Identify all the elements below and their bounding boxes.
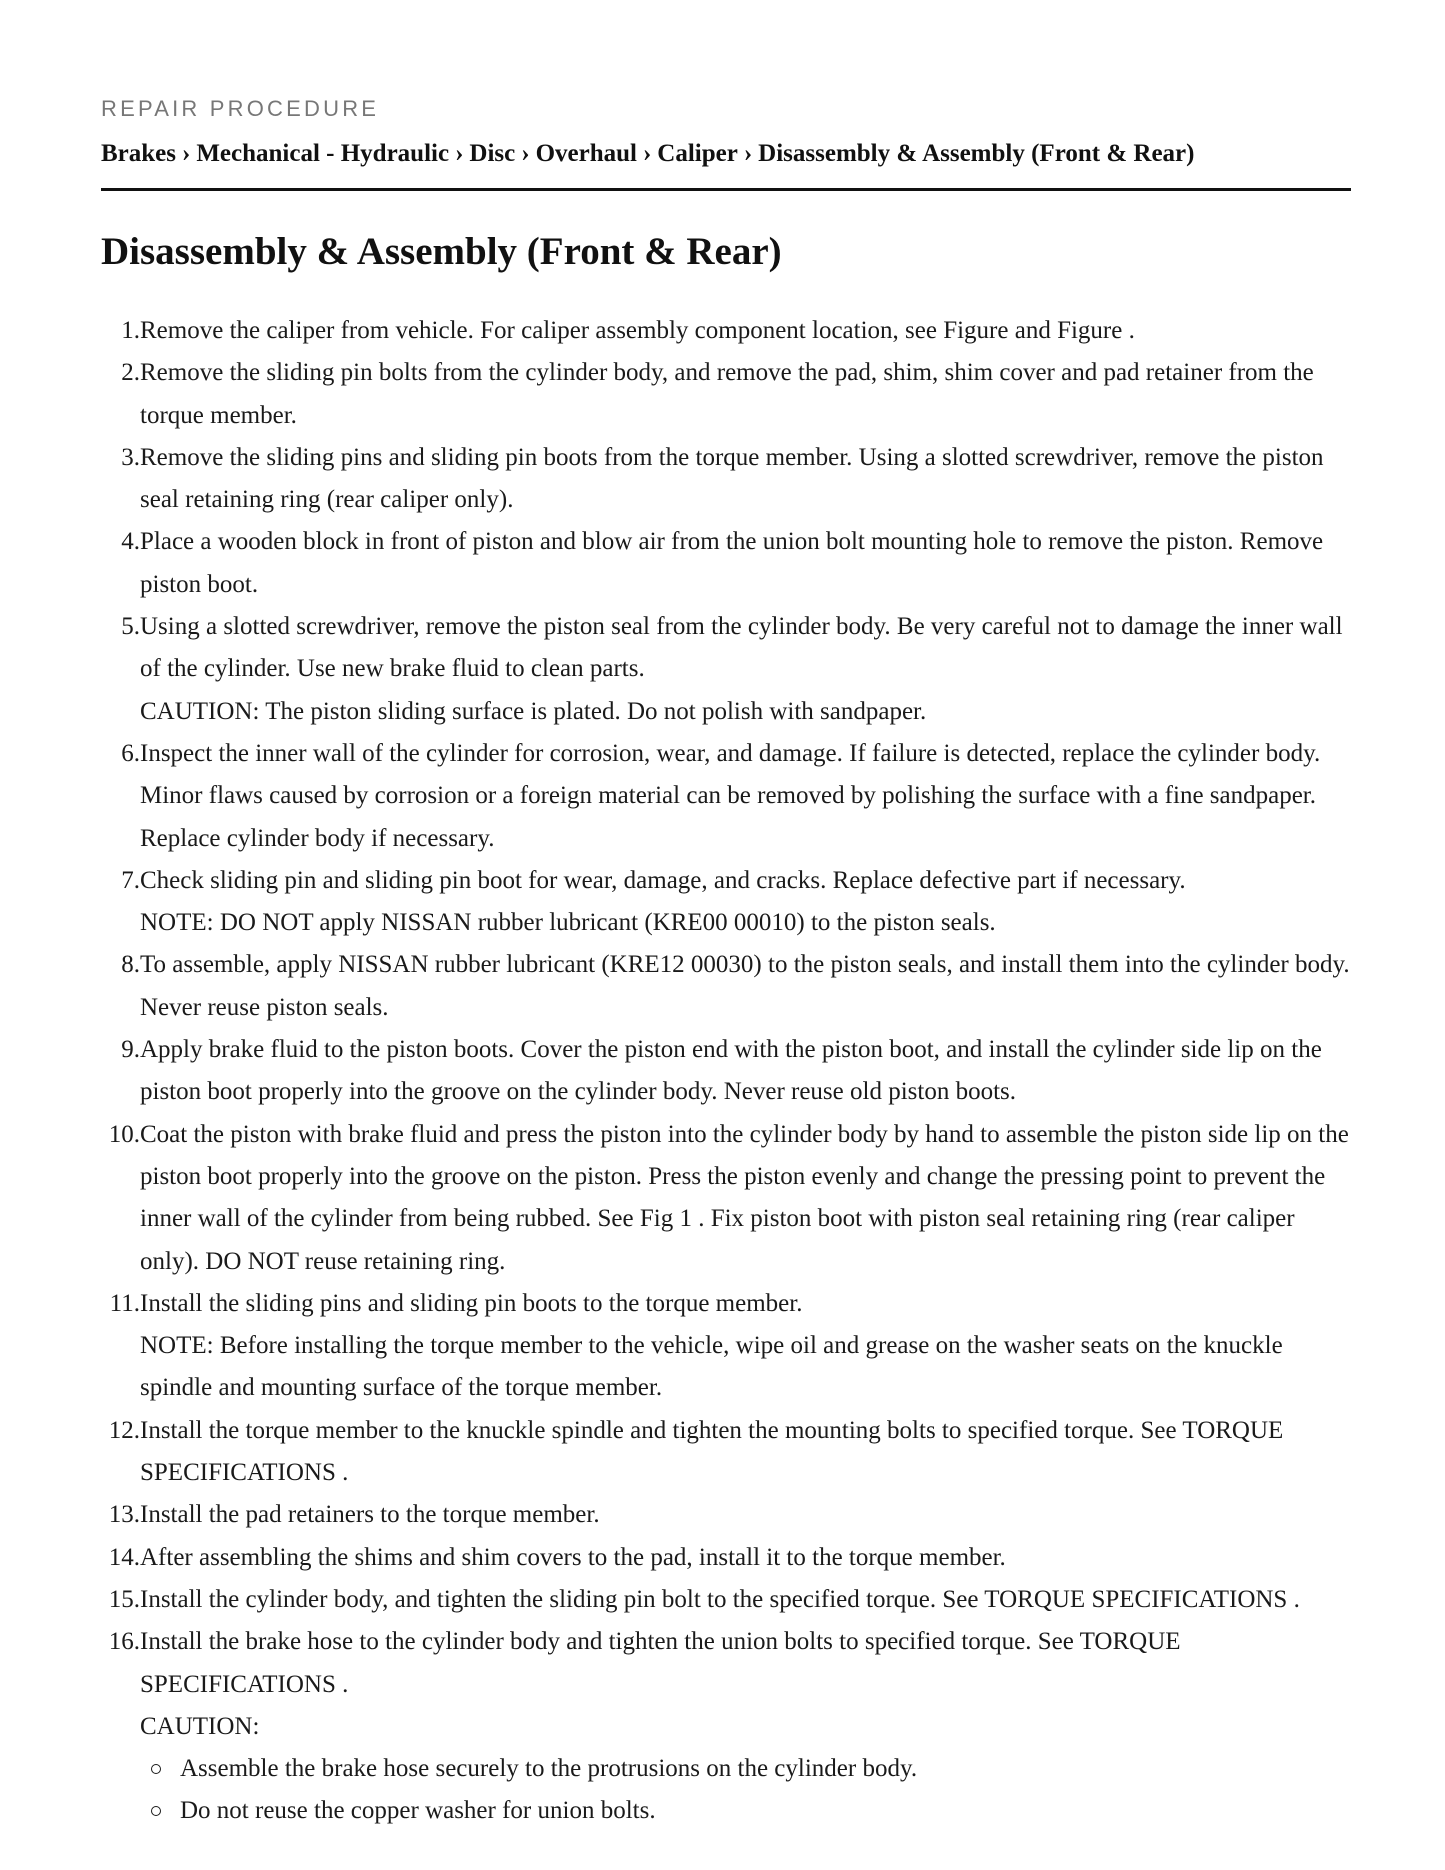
breadcrumb-separator: › [642, 140, 652, 167]
breadcrumb-item-current: Disassembly & Assembly (Front & Rear) [758, 140, 1195, 167]
breadcrumb-separator: › [182, 140, 191, 167]
step-caution: CAUTION: [140, 1712, 260, 1740]
step-item [121, 437, 1355, 522]
step-item [108, 1410, 1355, 1495]
procedure-steps [108, 310, 1355, 1833]
step-text: Remove the sliding pin bolts from the cylinder body, and remove the pad, shim, shim cover and pad retainer from the torque member. [140, 359, 1314, 429]
step-text: Using a slotted screwdriver, remove the piston seal from the cylinder body. Be very careful not to damage the inner wall of the cylinder. Use new brake fluid to clean parts. [140, 613, 1343, 683]
step-item [108, 1494, 1355, 1536]
step-item [121, 521, 1355, 606]
step-text: Coat the piston with brake fluid and press the piston into the cylinder body by hand to assemble the piston side lip on the piston boot properly into the groove on the piston. Press the piston evenly and change the pressing point to prevent the inner wall of the cylinder from being rubbed. See Fig 1 . Fix piston boot with piston seal retaining ring (rear caliper only). DO NOT reuse retaining ring. [140, 1120, 1349, 1275]
step-number: 14. [108, 1543, 140, 1571]
breadcrumb-separator: › [743, 140, 753, 167]
step-number: 2. [121, 359, 140, 387]
step-text: Check sliding pin and sliding pin boot for wear, damage, and cracks. Replace defective part if necessary. [140, 866, 1186, 894]
step-number: 3. [121, 443, 140, 471]
step-number: 5. [121, 613, 140, 641]
step-item [108, 1114, 1355, 1283]
step-number: 6. [121, 739, 140, 767]
page-title: Disassembly & Assembly (Front & Rear) [101, 230, 782, 273]
step-item [121, 606, 1355, 733]
step-number: 15. [108, 1585, 140, 1613]
step-text: Install the pad retainers to the torque member. [140, 1501, 600, 1529]
step-item [121, 733, 1355, 860]
circle-bullet-icon [151, 1806, 161, 1816]
step-number: 12. [108, 1416, 140, 1444]
step-number: 7. [121, 866, 140, 894]
breadcrumb-item-caliper[interactable]: Caliper [657, 140, 738, 167]
step-number: 10. [108, 1120, 140, 1148]
step-item [108, 1621, 1355, 1832]
header-divider [101, 188, 1351, 191]
circle-bullet-icon [151, 1764, 161, 1774]
step-text: Remove the sliding pins and sliding pin boots from the torque member. Using a slotted screwdriver, remove the piston seal retaining ring (rear caliper only). [140, 443, 1324, 514]
step-number: 13. [108, 1501, 140, 1529]
caution-list [140, 1748, 1355, 1833]
step-number: 4. [121, 528, 140, 556]
step-text: Install the cylinder body, and tighten the sliding pin bolt to the specified torque. See TORQUE SPECIFICATIONS . [140, 1585, 1300, 1613]
breadcrumb-item-disc[interactable]: Disc [469, 140, 516, 167]
step-text: Inspect the inner wall of the cylinder for corrosion, wear, and damage. If failure is detected, replace the cylinder body. Minor flaws caused by corrosion or a foreign material can be removed by polishing the surface with a fine sandpaper. Replace cylinder body if necessary. [140, 739, 1321, 852]
step-text: Install the sliding pins and sliding pin boots to the torque member. [140, 1289, 803, 1317]
breadcrumb-separator: › [521, 140, 530, 167]
step-text: Remove the caliper from vehicle. For caliper assembly component location, see Figure and Figure . [140, 317, 1135, 344]
step-item [108, 1537, 1355, 1579]
caution-item [140, 1790, 1355, 1832]
step-item [108, 1579, 1355, 1621]
step-number: 16. [108, 1628, 140, 1656]
step-text: Place a wooden block in front of piston and blow air from the union bolt mounting hole to remove the piston. Remove piston boot. [140, 528, 1324, 598]
breadcrumb-separator: › [455, 140, 464, 167]
step-number: 8. [121, 951, 140, 979]
step-number: 1. [121, 317, 140, 344]
page-header [101, 94, 1351, 170]
section-eyebrow: REPAIR PROCEDURE [101, 96, 380, 121]
caution-item-text: Assemble the brake hose securely to the protrusions on the cylinder body. [180, 1755, 918, 1783]
step-item [121, 352, 1355, 437]
step-number: 9. [121, 1036, 140, 1064]
step-text: Install the brake hose to the cylinder body and tighten the union bolts to specified torque. See TORQUE SPECIFICATIONS . [140, 1628, 1181, 1698]
breadcrumb-item-overhaul[interactable]: Overhaul [535, 140, 637, 167]
step-item [121, 1029, 1355, 1114]
step-item [121, 310, 1355, 352]
step-number: 11. [109, 1289, 140, 1317]
step-item [121, 860, 1355, 945]
step-text: To assemble, apply NISSAN rubber lubricant (KRE12 00030) to the piston seals, and install them into the cylinder body. Never reuse piston seals. [140, 951, 1350, 1021]
step-text: After assembling the shims and shim covers to the pad, install it to the torque member. [140, 1543, 1006, 1571]
caution-item-text: Do not reuse the copper washer for union bolts. [180, 1797, 656, 1825]
breadcrumb-item-mechanical-hydraulic[interactable]: Mechanical - Hydraulic [196, 140, 450, 167]
step-caution: CAUTION: The piston sliding surface is plated. Do not polish with sandpaper. [140, 697, 927, 725]
step-text: Install the torque member to the knuckle spindle and tighten the mounting bolts to specified torque. See TORQUE SPECIFICATIONS . [140, 1416, 1284, 1487]
step-item [121, 944, 1355, 1029]
caution-item [140, 1748, 1355, 1790]
step-note: NOTE: Before installing the torque member to the vehicle, wipe oil and grease on the washer seats on the knuckle spindle and mounting surface of the torque member. [140, 1332, 1283, 1402]
step-text: Apply brake fluid to the piston boots. Cover the piston end with the piston boot, and install the cylinder side lip on the piston boot properly into the groove on the cylinder body. Never reuse old piston boots. [140, 1036, 1322, 1106]
breadcrumb [101, 138, 1351, 170]
breadcrumb-item-brakes[interactable]: Brakes [101, 140, 176, 167]
step-note: NOTE: DO NOT apply NISSAN rubber lubricant (KRE00 00010) to the piston seals. [140, 909, 996, 937]
step-item [109, 1283, 1355, 1410]
